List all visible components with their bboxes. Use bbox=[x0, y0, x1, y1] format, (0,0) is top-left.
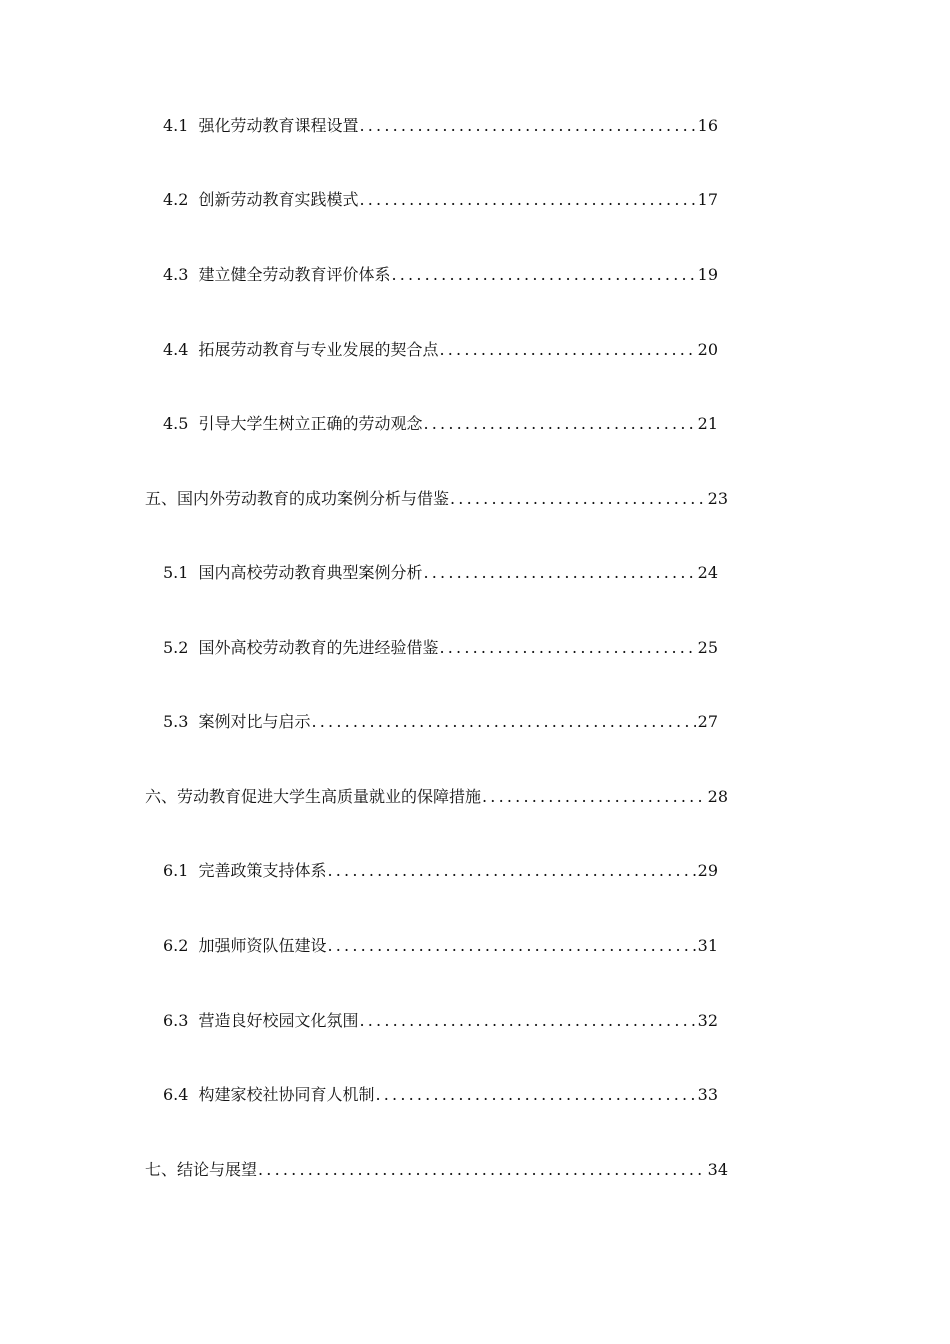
toc-entry-title: 七、结论与展望 bbox=[145, 1160, 258, 1179]
toc-entry-title: 创新劳动教育实践模式 bbox=[198, 190, 359, 209]
toc-page-number: 33 bbox=[697, 1085, 718, 1104]
toc-entry-title: 案例对比与启示 bbox=[198, 712, 311, 731]
toc-dot-leader bbox=[359, 1008, 695, 1034]
toc-page-number: 17 bbox=[697, 190, 718, 209]
toc-entry-title: 引导大学生树立正确的劳动观念 bbox=[198, 414, 423, 433]
toc-page-number: 29 bbox=[697, 861, 718, 880]
toc-entry-number: 6.4 bbox=[163, 1085, 189, 1104]
toc-entry-number: 6.2 bbox=[163, 936, 189, 955]
toc-dot-leader bbox=[439, 635, 695, 661]
toc-entry-4-1[interactable] bbox=[163, 113, 718, 139]
toc-entry-chapter-6[interactable] bbox=[145, 784, 728, 810]
toc-dot-leader bbox=[359, 187, 695, 213]
toc-entry-6-4[interactable] bbox=[163, 1082, 718, 1108]
toc-dot-leader bbox=[359, 113, 695, 139]
toc-entry-4-2[interactable] bbox=[163, 187, 718, 213]
toc-entry-title: 六、劳动教育促进大学生高质量就业的保障措施 bbox=[145, 787, 482, 806]
toc-page-number: 24 bbox=[697, 563, 718, 582]
toc-entry-5-2[interactable] bbox=[163, 635, 718, 661]
toc-entry-5-1[interactable] bbox=[163, 560, 718, 586]
toc-entry-number: 4.3 bbox=[163, 265, 189, 284]
toc-entry-6-3[interactable] bbox=[163, 1008, 718, 1034]
toc-dot-leader bbox=[450, 486, 706, 512]
toc-page-number: 21 bbox=[697, 414, 718, 433]
toc-page-number: 27 bbox=[697, 712, 718, 731]
toc-entry-number: 4.4 bbox=[163, 340, 189, 359]
toc-dot-leader bbox=[258, 1157, 706, 1183]
toc-entry-title: 强化劳动教育课程设置 bbox=[198, 116, 359, 135]
toc-entry-title: 加强师资队伍建设 bbox=[198, 936, 327, 955]
toc-dot-leader bbox=[423, 560, 695, 586]
toc-entry-4-3[interactable] bbox=[163, 262, 718, 288]
toc-entry-number: 5.2 bbox=[163, 638, 189, 657]
toc-dot-leader bbox=[439, 337, 695, 363]
toc-entry-title: 完善政策支持体系 bbox=[198, 861, 327, 880]
toc-entry-number: 6.3 bbox=[163, 1011, 189, 1030]
toc-page-number: 28 bbox=[707, 787, 728, 806]
toc-dot-leader bbox=[391, 262, 695, 288]
toc-entry-6-2[interactable] bbox=[163, 933, 718, 959]
toc-entry-4-4[interactable] bbox=[163, 337, 718, 363]
toc-page-number: 32 bbox=[697, 1011, 718, 1030]
toc-entry-chapter-7[interactable] bbox=[145, 1157, 728, 1183]
toc-entry-4-5[interactable] bbox=[163, 411, 718, 437]
toc-dot-leader bbox=[311, 709, 695, 735]
toc-entry-number: 4.1 bbox=[163, 116, 189, 135]
toc-page-number: 34 bbox=[707, 1160, 728, 1179]
toc-page-number: 31 bbox=[697, 936, 718, 955]
toc-entry-title: 建立健全劳动教育评价体系 bbox=[198, 265, 391, 284]
toc-entry-title: 拓展劳动教育与专业发展的契合点 bbox=[198, 340, 439, 359]
toc-entry-number: 6.1 bbox=[163, 861, 189, 880]
toc-entry-5-3[interactable] bbox=[163, 709, 718, 735]
toc-page-number: 16 bbox=[697, 116, 718, 135]
toc-entry-title: 构建家校社协同育人机制 bbox=[198, 1085, 375, 1104]
toc-entry-6-1[interactable] bbox=[163, 858, 718, 884]
toc-entry-title: 五、国内外劳动教育的成功案例分析与借鉴 bbox=[145, 489, 450, 508]
toc-entry-title: 国外高校劳动教育的先进经验借鉴 bbox=[198, 638, 439, 657]
toc-entry-chapter-5[interactable] bbox=[145, 486, 728, 512]
toc-entry-number: 4.2 bbox=[163, 190, 189, 209]
toc-entry-number: 5.1 bbox=[163, 563, 189, 582]
toc-page-number: 25 bbox=[697, 638, 718, 657]
toc-dot-leader bbox=[482, 784, 706, 810]
toc-dot-leader bbox=[327, 933, 695, 959]
toc-dot-leader bbox=[375, 1082, 695, 1108]
toc-entry-title: 营造良好校园文化氛围 bbox=[198, 1011, 359, 1030]
toc-entry-number: 5.3 bbox=[163, 712, 189, 731]
toc-page-number: 19 bbox=[697, 265, 718, 284]
toc-entry-number: 4.5 bbox=[163, 414, 189, 433]
toc-page-number: 20 bbox=[697, 340, 718, 359]
toc-page-number: 23 bbox=[707, 489, 728, 508]
toc-dot-leader bbox=[423, 411, 695, 437]
toc-dot-leader bbox=[327, 858, 695, 884]
toc-entry-title: 国内高校劳动教育典型案例分析 bbox=[198, 563, 423, 582]
